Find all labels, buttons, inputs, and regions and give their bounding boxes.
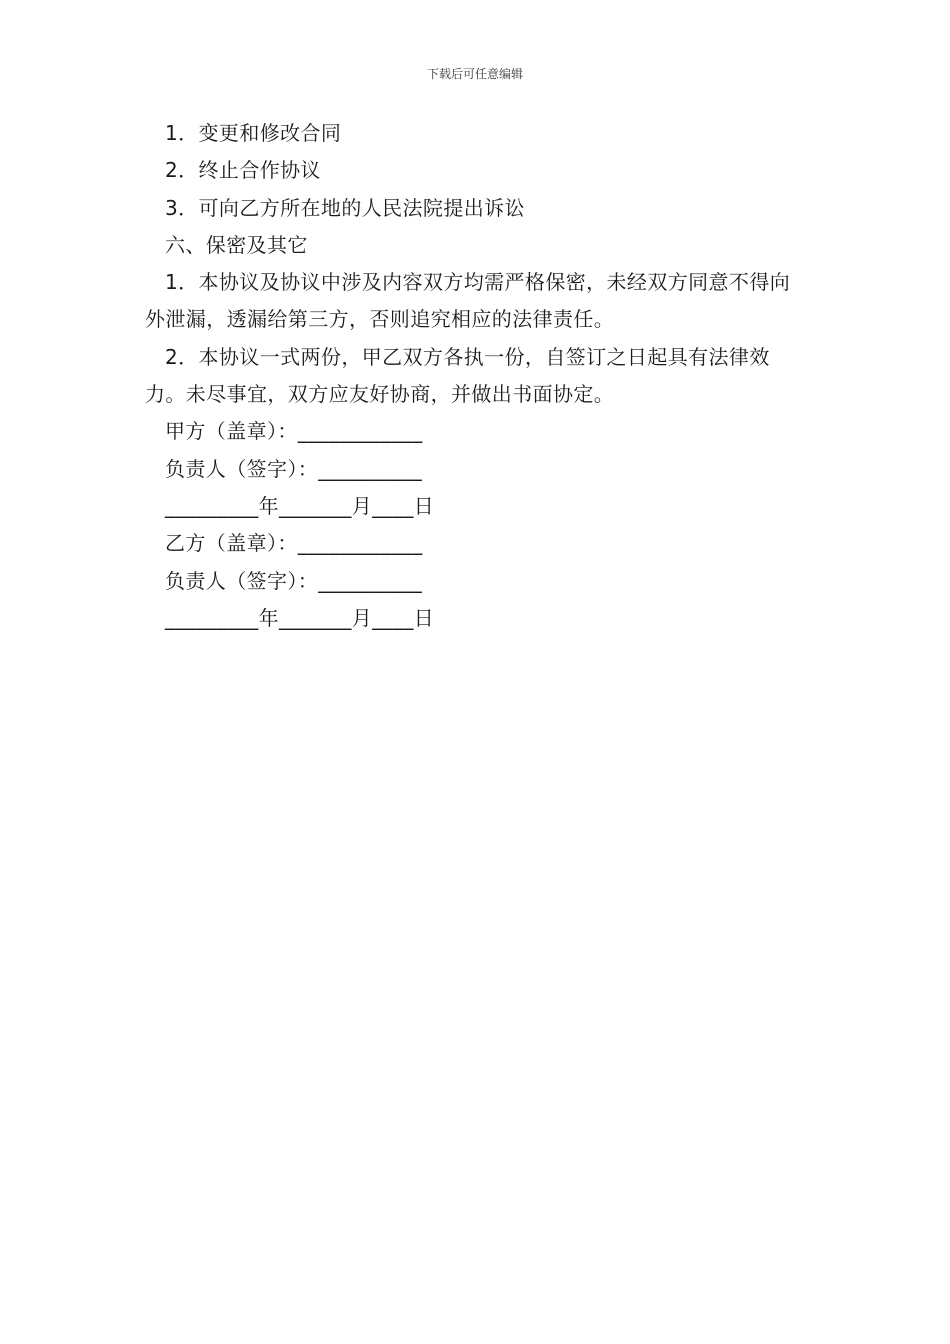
- clause-change-contract: 1．变更和修改合同: [165, 121, 342, 145]
- clause-terminate-agreement: 2．终止合作协议: [165, 158, 321, 183]
- paragraph-copies-effectiveness: 2．本协议一式两份，甲乙双方各执一份，自签订之日起具有法律效力。未尽事宜，双方应友好协商，并做出书面协定。: [145, 344, 770, 407]
- party-b-date-line: _________年_______月____日: [165, 605, 435, 630]
- paragraph-confidentiality: 1．本协议及协议中涉及内容双方均需严格保密，未经双方同意不得向外泄漏，透漏给第三方，否则追究相应的法律责任。: [145, 270, 791, 332]
- document-body: [145, 115, 807, 637]
- party-b-responsible-line: 负责人（签字）：__________: [165, 568, 423, 593]
- clause-file-lawsuit: 3．可向乙方所在地的人民法院提出诉讼: [165, 195, 525, 220]
- party-a-seal-line: 甲方（盖章）：____________: [165, 419, 423, 444]
- party-b-seal-line: 乙方（盖章）：____________: [165, 531, 423, 556]
- section-heading-confidentiality: 六、保密及其它: [165, 232, 308, 257]
- party-a-date-line: _________年_______月____日: [165, 493, 435, 518]
- page-header-note: 下载后可任意编辑: [426, 67, 523, 81]
- party-a-responsible-line: 负责人（签字）：__________: [165, 456, 423, 481]
